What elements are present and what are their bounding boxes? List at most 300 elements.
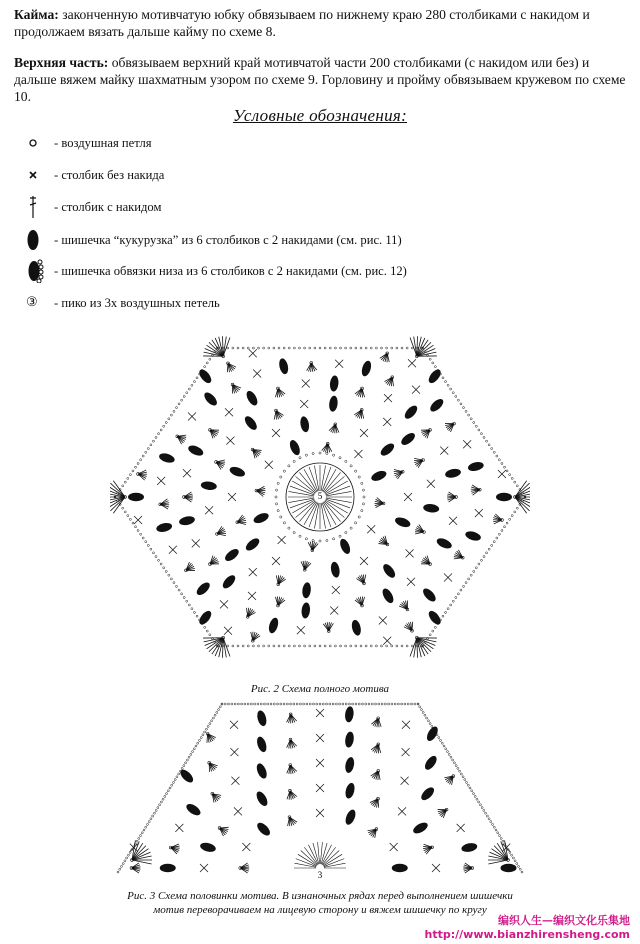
chain-stitch [153,812,155,814]
chain-stitch [471,790,473,792]
chain-stitch [186,759,188,761]
chain-stitch [345,645,347,647]
chain-stitch [386,347,388,349]
chain-stitch [457,399,459,401]
chain-stitch [326,539,328,541]
chain-stitch [188,604,190,606]
chain-stitch [192,751,194,753]
chain-stitch [157,807,159,809]
chain-stitch [277,703,279,705]
chain-stitch [273,703,275,705]
chain-stitch [181,593,183,595]
chain-stitch [411,645,413,647]
chain-stitch [504,526,506,528]
chain-stitch [365,347,367,349]
chain-stitch [350,645,352,647]
chain-stitch [339,457,341,459]
chain-stitch [224,703,226,705]
chain-stitch [234,703,236,705]
chain-stitch [350,347,352,349]
chain-stitch [486,440,488,442]
chain-stitch [448,753,450,755]
chain-stitch [237,703,239,705]
chain-stitch [438,737,440,739]
chain-stitch [358,476,360,478]
chain-stitch [319,703,321,705]
chain-stitch [181,399,183,401]
chain-stitch [468,578,470,580]
chain-stitch [183,597,185,599]
chain-stitch [391,347,393,349]
chain-stitch [518,865,520,867]
chain-stitch [148,821,150,823]
chain-stitch [340,347,342,349]
stitch-stroke [417,342,431,356]
chain-stitch [401,703,403,705]
chain-stitch [169,787,171,789]
chain-stitch [290,703,292,705]
chain-stitch [299,457,301,459]
chain-stitch [420,709,422,711]
chain-stitch [170,414,172,416]
chain-stitch [440,739,442,741]
legend-title: Условные обозначения: [232,106,408,125]
half-motif-chart [112,700,528,884]
chain-stitch [270,703,272,705]
chain-stitch [309,703,311,705]
popcorn-stitch [202,390,219,407]
chain-stitch [326,452,328,454]
chain-stitch [370,645,372,647]
picot-icon [20,291,50,315]
chain-stitch [202,734,204,736]
chain-stitch [304,645,306,647]
chain-stitch [252,645,254,647]
chain-stitch [242,645,244,647]
chain-stitch [211,720,213,722]
chain-stitch [407,703,409,705]
chain-stitch [126,857,128,859]
chain-stitch [191,608,193,610]
chain-stitch [209,634,211,636]
chain-stitch [462,776,464,778]
popcorn-stitch [197,609,214,627]
chain-stitch [455,765,457,767]
single-crochet-icon [20,163,50,187]
popcorn-stitch [350,619,362,636]
chain-stitch [521,871,523,873]
popcorn-stitch [244,536,262,553]
popcorn-stitch [288,439,302,457]
chain-stitch [483,556,485,558]
stitch-stroke [223,337,226,357]
chain-stitch [160,563,162,565]
chain-stitch [406,645,408,647]
chain-stitch [483,436,485,438]
chain-stitch [419,706,421,708]
chain-stitch [384,703,386,705]
chain-stitch [164,795,166,797]
chain-stitch [361,703,363,705]
popcorn-stitch [243,414,259,432]
popcorn-stitch [252,511,270,525]
chain-stitch [305,454,307,456]
chain-stitch [288,645,290,647]
chain-stitch [450,388,452,390]
chain-stitch [280,476,282,478]
chain-stitch [411,347,413,349]
chain-stitch [339,703,341,705]
chain-stitch [190,753,192,755]
chain-stitch [470,574,472,576]
chain-stitch [486,815,488,817]
chain-stitch [493,541,495,543]
chain-stitch [386,645,388,647]
popcorn-stitch [244,389,259,407]
chain-stitch [465,582,467,584]
chain-stitch [278,645,280,647]
chain-stitch [293,703,295,705]
legend-item-dc [20,195,161,219]
chain-stitch [391,703,393,705]
legend-item-chain [20,131,152,155]
chain-stitch [275,489,277,491]
chain-stitch [186,392,188,394]
popcorn-stitch-icon [20,228,50,252]
popcorn-stitch [178,515,195,527]
chain-stitch [306,703,308,705]
chain-stitch [501,462,503,464]
popcorn-stitch [344,731,355,748]
chain-stitch [429,634,431,636]
stitch-stroke [209,342,223,356]
chain-stitch [280,516,282,518]
popcorn-stitch [228,465,246,478]
chain-stitch [135,466,137,468]
popcorn-stitch [426,367,443,385]
chain-stitch [498,459,500,461]
chain-stitch [280,703,282,705]
popcorn-stitch [426,609,443,627]
chain-stitch [314,347,316,349]
chain-stitch [365,703,367,705]
chain-stitch [375,703,377,705]
chain-stitch [348,703,350,705]
chain-stitch [381,645,383,647]
chain-stitch [361,509,363,511]
chain-stitch [132,522,134,524]
popcorn-stitch [423,503,440,513]
chain-stitch [273,645,275,647]
popcorn-stitch [344,782,356,800]
chain-stitch [158,433,160,435]
chain-stitch [509,518,511,520]
chain-stitch [250,703,252,705]
chain-stitch [146,823,148,825]
chain-stitch [432,630,434,632]
chain-stitch [206,362,208,364]
chain-stitch [434,626,436,628]
chain-stitch [286,703,288,705]
chain-stitch [296,703,298,705]
chain-stitch [122,485,124,487]
chain-stitch [514,511,516,513]
figure-2-caption: Рис. 2 Схема полного мотива [250,683,390,695]
chain-stitch [431,725,433,727]
chain-stitch [173,410,175,412]
chain-stitch [160,801,162,803]
chain-stitch [206,630,208,632]
chain-stitch [514,860,516,862]
popcorn-stitch [444,468,461,480]
chain-stitch [124,860,126,862]
chain-stitch [511,854,513,856]
chain-stitch [452,759,454,761]
chain-stitch [511,477,513,479]
chain-stitch [516,863,518,865]
popcorn-stitch [197,367,214,385]
popcorn-stitch [428,397,445,414]
chain-stitch [478,429,480,431]
chain-stitch [429,723,431,725]
legend-item-label: - шишечка обвязки низа из 6 столбиков с 2 накидами (см. рис. 12) [54,263,407,278]
chain-stitch [476,798,478,800]
chain-stitch [288,527,290,529]
chain-stitch [218,709,220,711]
chain-stitch [209,358,211,360]
chain-stitch [145,451,147,453]
chain-stitch [472,793,474,795]
popcorn-stitch [501,864,517,872]
chain-stitch [186,600,188,602]
chain-stitch [442,377,444,379]
chain-stitch [478,563,480,565]
popcorn-stitch [399,431,417,447]
chain-stitch [396,645,398,647]
legend-item-label: - пико из 3х воздушных петель [54,295,220,310]
chain-stitch [488,818,490,820]
chain-stitch [197,742,199,744]
chain-stitch [391,645,393,647]
stitch-stroke [132,860,152,864]
chain-stitch [275,503,277,505]
chain-stitch [332,454,334,456]
chain-stitch [155,436,157,438]
chain-stitch [445,748,447,750]
chain-stitch [299,535,301,537]
chain-stitch [365,645,367,647]
chain-stitch [332,703,334,705]
chain-stitch [355,703,357,705]
popcorn-stitch [301,602,311,619]
stitch-stroke [414,337,417,357]
chain-stitch [158,559,160,561]
popcorn-stitch [403,403,420,421]
chain-stitch [127,477,129,479]
popcorn-stitch [419,785,436,802]
chain-stitch [145,541,147,543]
chain-stitch [200,737,202,739]
chain-stitch [361,482,363,484]
chain-stitch [475,567,477,569]
chain-stitch [299,645,301,647]
popcorn-stitch [199,841,217,853]
chain-stitch [142,537,144,539]
chain-stitch [147,448,149,450]
intro-paragraph-border [14,6,626,40]
chain-stitch [427,720,429,722]
chain-stitch [244,703,246,705]
chain-stitch [457,767,459,769]
chain-stitch [304,347,306,349]
popcorn-stitch [423,754,439,772]
chain-stitch [135,526,137,528]
chain-stitch [129,518,131,520]
chain-stitch [406,347,408,349]
chain-stitch [452,392,454,394]
chain-stitch [334,645,336,647]
chain-stitch [127,515,129,517]
chain-stitch [205,728,207,730]
chain-stitch [414,703,416,705]
picot-symbol: ③ [26,294,38,309]
chain-stitch [463,585,465,587]
chain-stitch [124,511,126,513]
center-round-number: 5 [317,491,323,501]
chain-stitch [424,714,426,716]
chain-stitch [214,714,216,716]
stitch-stroke [223,638,230,657]
chain-stitch [432,362,434,364]
chain-stitch [316,703,318,705]
chain-stitch [185,762,187,764]
popcorn-stitch [267,617,280,635]
chain-stitch [512,857,514,859]
chain-stitch [460,403,462,405]
chain-stitch [368,703,370,705]
chain-stitch [350,527,352,529]
chain-stitch [136,840,138,842]
chain-stitch [469,787,471,789]
chain-stitch [163,425,165,427]
chain-stitch [498,835,500,837]
chain-stitch [257,703,259,705]
chain-stitch [401,347,403,349]
chain-stitch [354,522,356,524]
chain-stitch [360,347,362,349]
chain-stitch [299,347,301,349]
chain-stitch [326,703,328,705]
chain-stitch [486,552,488,554]
chain-stitch [422,711,424,713]
chain-stitch [514,481,516,483]
chain-stitch [468,414,470,416]
chain-stitch [345,460,347,462]
chain-stitch [417,703,419,705]
chain-stitch [375,645,377,647]
chain-stitch [460,773,462,775]
chain-stitch [345,703,347,705]
chain-stitch [181,767,183,769]
chain-stitch [447,384,449,386]
chain-stitch [381,347,383,349]
chain-stitch [473,422,475,424]
popcorn-stitch [160,864,176,872]
chain-stitch [354,470,356,472]
popcorn-stitch [421,586,438,603]
chain-stitch [188,756,190,758]
chain-stitch [120,865,122,867]
chain-stitch [160,429,162,431]
chain-stitch [492,823,494,825]
chain-stitch [122,863,124,865]
chain-stitch [147,544,149,546]
stitch-stroke [414,638,417,658]
chain-stitch [193,748,195,750]
chain-stitch [283,347,285,349]
popcorn-stitch [255,735,268,753]
chain-stitch [140,459,142,461]
chain-stitch [478,801,480,803]
chain-stitch [519,868,521,870]
chain-stitch [138,837,140,839]
stitch-stroke [410,337,417,356]
chain-stitch [479,804,481,806]
chain-stitch [516,485,518,487]
chain-stitch [319,540,321,542]
chain-stitch [152,552,154,554]
chain-stitch [178,403,180,405]
chain-stitch [293,531,295,533]
chain-stitch [502,840,504,842]
chain-stitch [165,570,167,572]
chain-stitch [362,489,364,491]
popcorn-stitch [394,516,412,529]
chain-stitch [396,347,398,349]
chain-stitch [267,703,269,705]
chain-stitch [183,765,185,767]
chain-stitch [247,703,249,705]
chain-stitch [335,703,337,705]
chain-stitch [506,470,508,472]
popcorn-stitch [328,395,338,412]
chain-stitch [312,452,314,454]
chain-stitch [496,455,498,457]
chain-stitch [278,347,280,349]
full-motif-chart [110,322,530,680]
chain-stitch [488,548,490,550]
chain-stitch [498,533,500,535]
popcorn-stitch [301,582,311,599]
chain-stitch [455,597,457,599]
chain-stitch [429,358,431,360]
chain-stitch [127,854,129,856]
chain-stitch [178,773,180,775]
chain-stitch [397,703,399,705]
chain-stitch [319,645,321,647]
chain-stitch [371,703,373,705]
chain-stitch [150,548,152,550]
chain-stitch [260,703,262,705]
chain-stitch [254,703,256,705]
chain-stitch [196,377,198,379]
chain-stitch [446,751,448,753]
popcorn-stitch [299,416,310,433]
chain-stitch [283,522,285,524]
double-crochet-icon [20,195,50,219]
chain-stitch [445,381,447,383]
chain-stitch [459,770,461,772]
